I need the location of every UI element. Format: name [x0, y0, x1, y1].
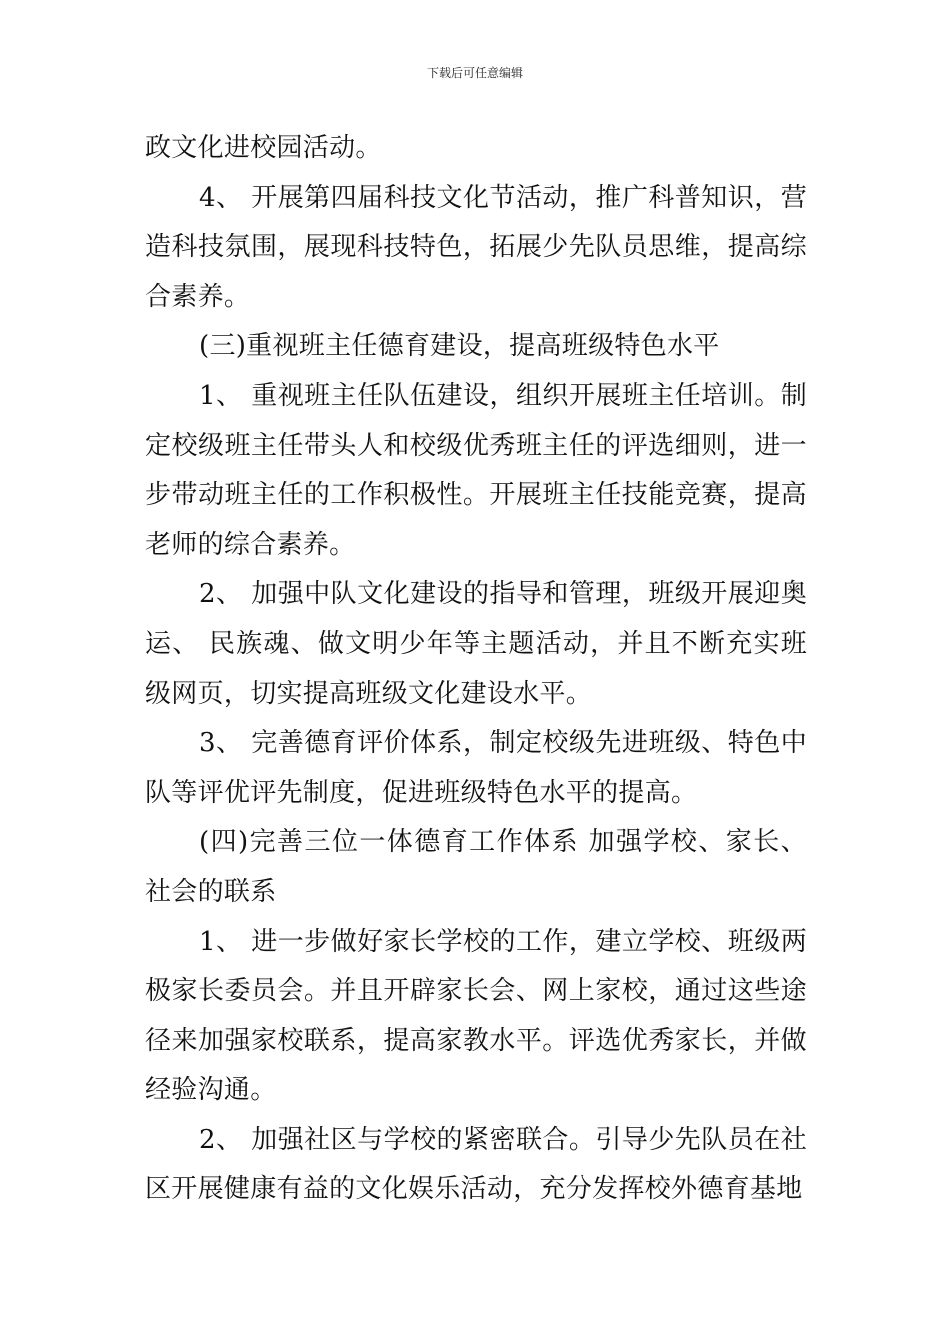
paragraph: 1、 重视班主任队伍建设，组织开展班主任培训。制定校级班主任带头人和校级优秀班主任的评选细则，进一步带动班主任的工作积极性。开展班主任技能竞赛，提高老师的综合素养。 [145, 380, 807, 560]
paragraph: 2、 加强中队文化建设的指导和管理，班级开展迎奥运、 民族魂、做文明少年等主题活动，并且不断充实班级网页，切实提高班级文化建设水平。 [145, 579, 807, 709]
page-header: 下载后可任意编辑 [426, 66, 523, 80]
section-heading: (三)重视班主任德育建设，提高班级特色水平 [199, 331, 720, 362]
paragraph: 4、 开展第四届科技文化节活动，推广科普知识，营造科技氛围，展现科技特色，拓展少先队员思维，提高综合素养。 [145, 182, 807, 312]
paragraph: 政文化进校园活动。 [145, 133, 382, 163]
paragraph: 3、 完善德育评价体系，制定校级先进班级、特色中队等评优评先制度，促进班级特色水平的提高。 [145, 728, 807, 808]
paragraph: 1、 进一步做好家长学校的工作，建立学校、班级两极家长委员会。并且开辟家长会、网上家校，通过这些途径来加强家校联系，提高家教水平。评选优秀家长，并做经验沟通。 [145, 926, 807, 1106]
paragraph: 2、 加强社区与学校的紧密联合。引导少先队员在社区开展健康有益的文化娱乐活动，充分发挥校外德育基地 [145, 1124, 807, 1205]
document-body [145, 124, 807, 1215]
section-heading: (四)完善三位一体德育工作体系 加强学校、家长、社会的联系 [145, 827, 807, 907]
